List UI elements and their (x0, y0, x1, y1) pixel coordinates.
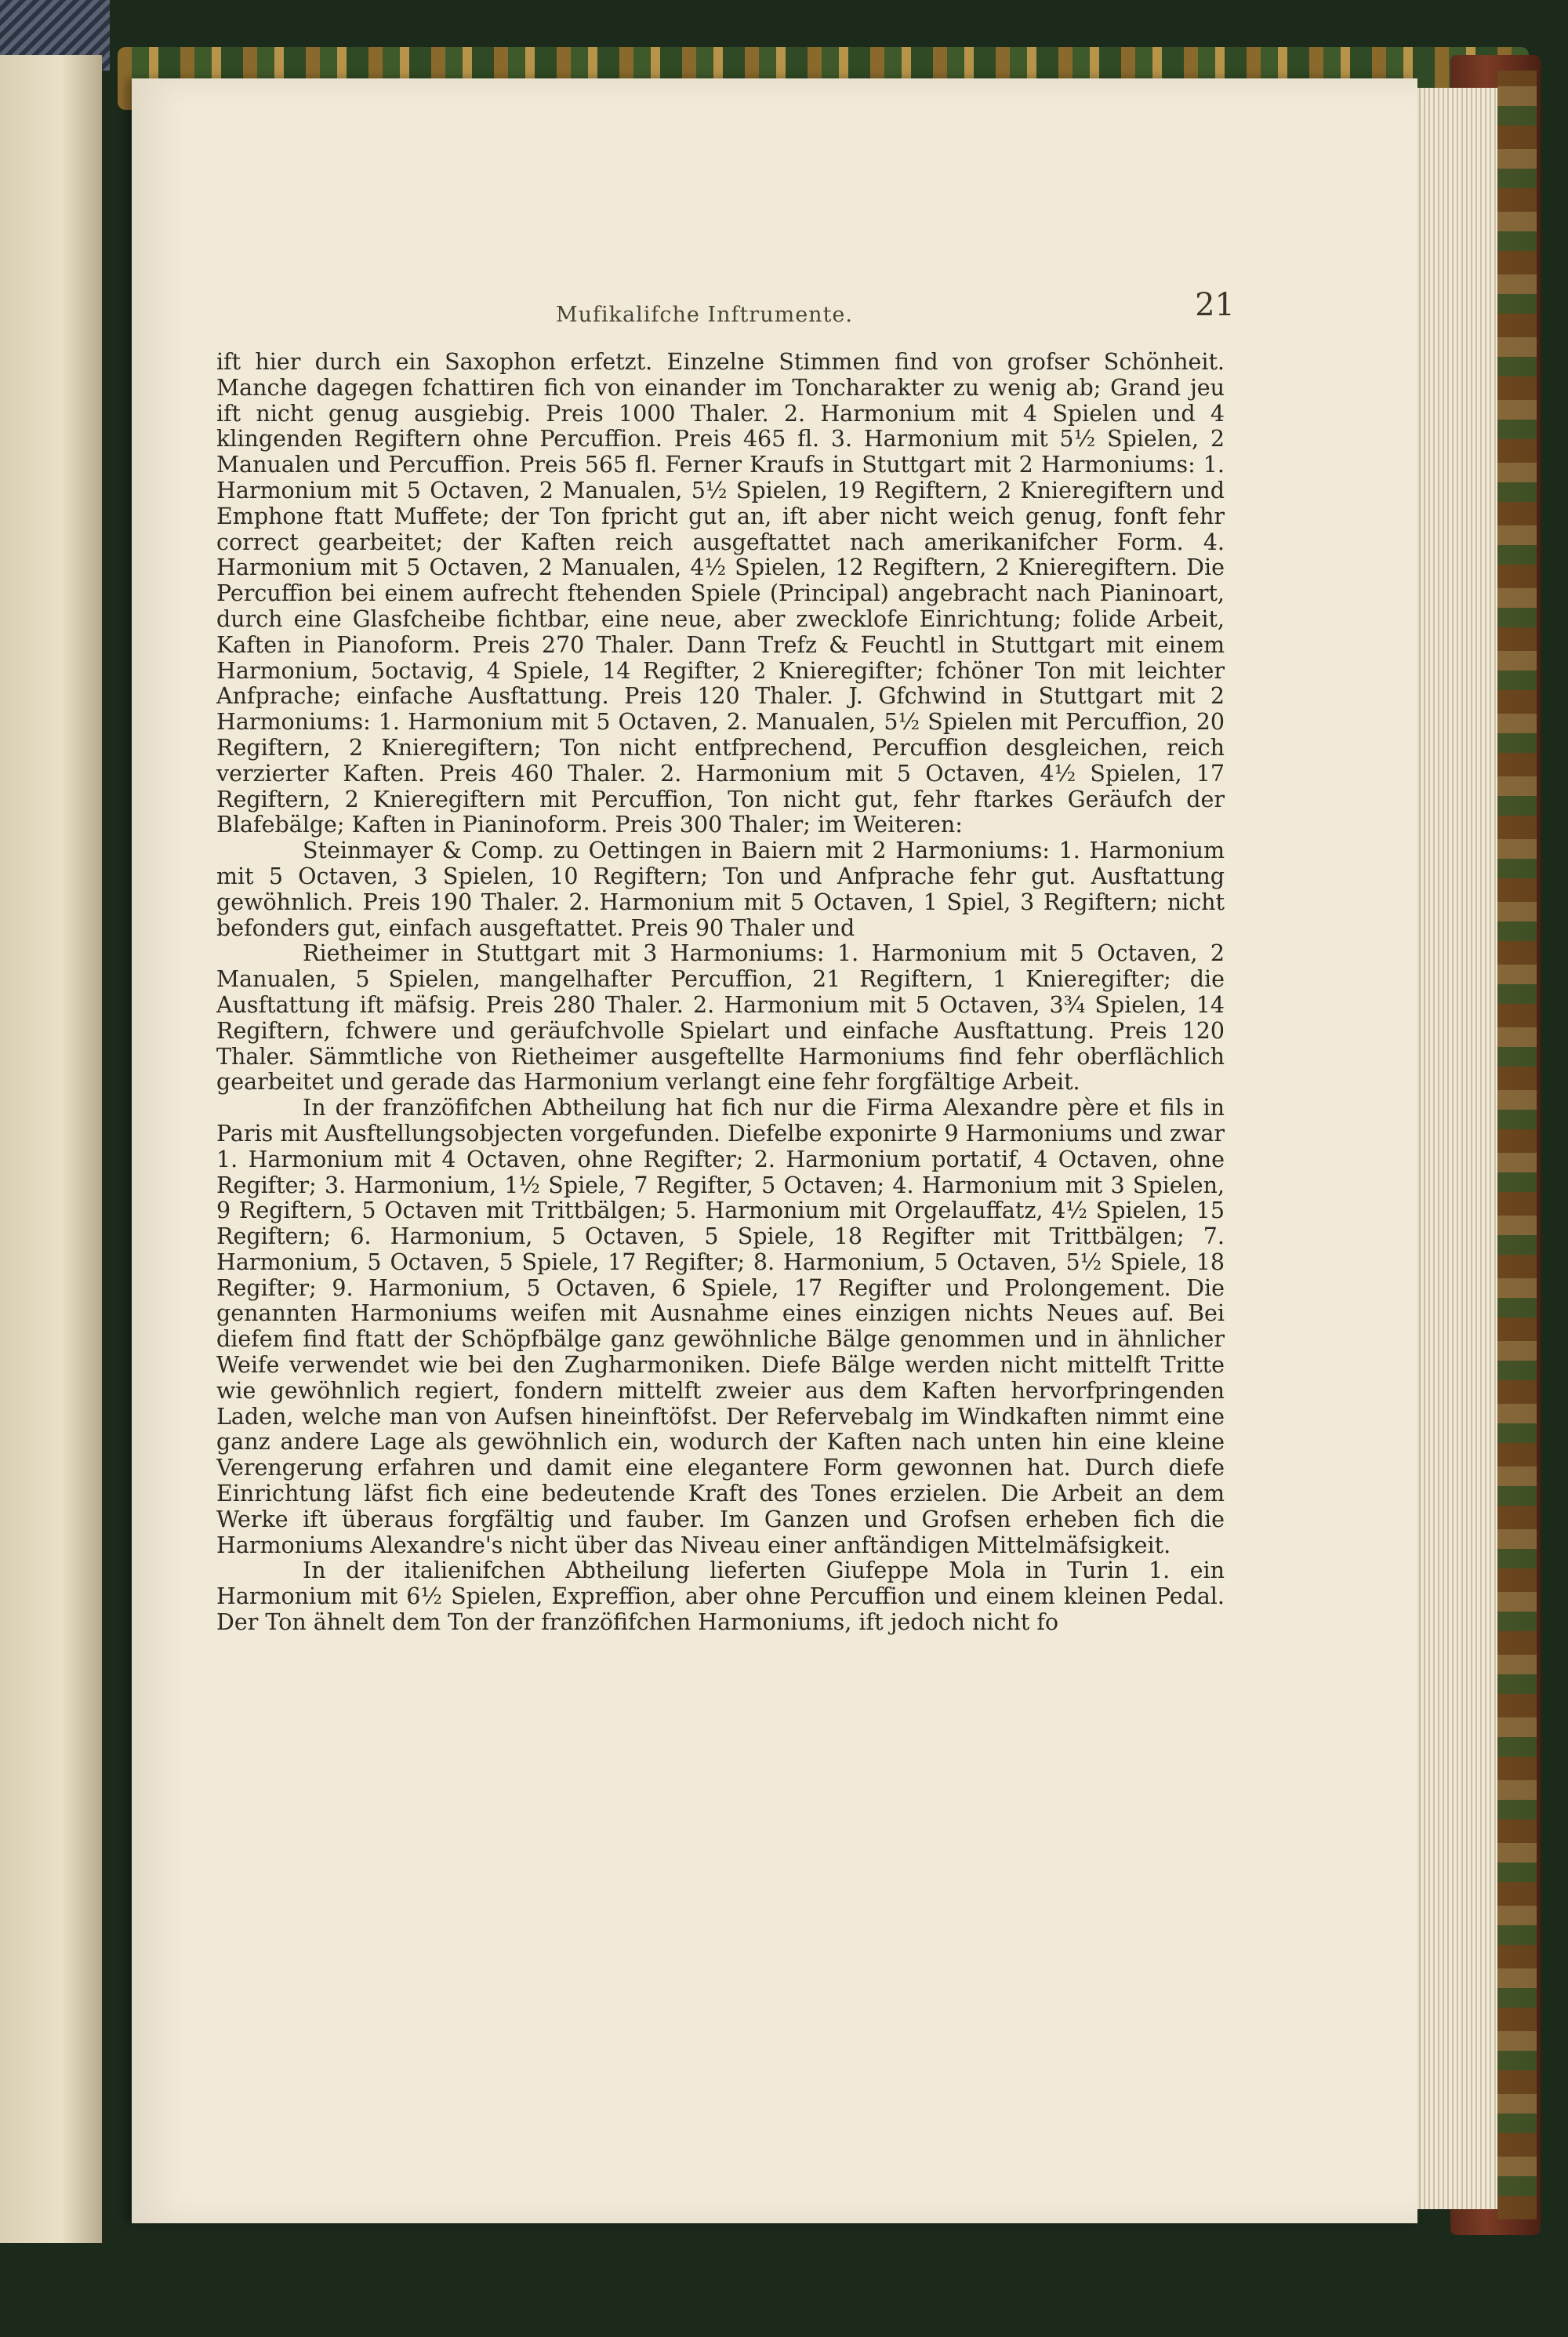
paragraph: Steinmayer & Comp. zu Oettingen in Baiern mit 2 Harmoniums: 1. Harmonium mit 5 Octaven, 3 Spielen, 10 Regiftern; Ton und Anfprache fehr gut. Ausftattung gewöhnlich. Preis 190 Thaler. 2. Harmonium mit 5 Octaven, 1 Spiel, 3 Regiftern; nicht befonders gut, einfach ausgeftattet. Preis 90 Thaler und (216, 838, 1225, 941)
body-text (216, 350, 1225, 1636)
facing-page-edge (0, 55, 102, 2243)
page-number: 21 (1195, 287, 1235, 323)
paragraph: In der franzöfifchen Abtheilung hat fich nur die Firma Alexandre père et fils in Paris mit Ausftellungsobjecten vorgefunden. Diefelbe exponirte 9 Harmoniums und zwar 1. Harmonium mit 4 Octaven, ohne Regifter; 2. Harmonium portatif, 4 Octaven, ohne Regifter; 3. Harmonium, 1½ Spiele, 7 Regifter, 5 Octaven; 4. Harmonium mit 3 Spielen, 9 Regiftern, 5 Octaven mit Trittbälgen; 5. Harmonium mit Orgelauffatz, 4½ Spielen, 15 Regiftern; 6. Harmonium, 5 Octaven, 5 Spiele, 18 Regifter mit Trittbälgen; 7. Harmonium, 5 Octaven, 5 Spiele, 17 Regifter; 8. Harmonium, 5 Octaven, 5½ Spiele, 18 Regifter; 9. Harmonium, 5 Octaven, 6 Spiele, 17 Regifter und Prolongement. Die genannten Harmoniums weifen mit Ausnahme eines einzigen nichts Neues auf. Bei diefem find ftatt der Schöpfbälge ganz gewöhnliche Bälge genommen und in ähnlicher Weife verwendet wie bei den Zugharmoniken. Diefe Bälge werden nicht mittelft Tritte wie gewöhnlich regiert, fondern mittelft zweier aus dem Kaften hervorfpringenden Laden, welche man von Aufsen hineinftöfst. Der Refervebalg im Windkaften nimmt eine ganz andere Lage als gewöhnlich ein, wodurch der Kaften nach unten hin eine kleine Verengerung erfahren und damit eine elegantere Form gewonnen hat. Durch diefe Einrichtung läfst fich eine bedeutende Kraft des Tones erzielen. Die Arbeit an dem Werke ift überaus forgfältig und fauber. Im Ganzen und Grofsen erheben fich die Harmoniums Alexandre's nicht über das Niveau einer anftändigen Mittelmäfsigkeit. (216, 1095, 1225, 1558)
running-head: Mufikalifche Inftrumente. (555, 303, 853, 327)
page-stack-edges (1411, 88, 1497, 2209)
paragraph: In der italienifchen Abtheilung lieferten Giufeppe Mola in Turin 1. ein Harmonium mit 6½ Spielen, Expreffion, aber ohne Percuffion und einem kleinen Pedal. Der Ton ähnelt dem Ton der franzöfifchen Harmoniums, ift jedoch nicht fo (216, 1557, 1225, 1636)
marbled-cover-edge (1497, 71, 1537, 2219)
paragraph: Rietheimer in Stuttgart mit 3 Harmoniums: 1. Harmonium mit 5 Octaven, 2 Manualen, 5 Spielen, mangelhafter Percuffion, 21 Regiftern, 1 Knieregifter; die Ausftattung ift mäfsig. Preis 280 Thaler. 2. Harmonium mit 5 Octaven, 3¾ Spielen, 14 Regiftern, fchwere und geräufchvolle Spielart und einfache Ausftattung. Preis 120 Thaler. Sämmtliche von Rietheimer ausgeftellte Harmoniums find fehr oberflächlich gearbeitet und gerade das Harmonium verlangt eine fehr forgfältige Arbeit. (216, 940, 1225, 1096)
paragraph: ift hier durch ein Saxophon erfetzt. Einzelne Stimmen find von grofser Schönheit. Manche dagegen fchattiren fich von einander im Toncharakter zu wenig ab; Grand jeu ift nicht genug ausgiebig. Preis 1000 Thaler. 2. Harmonium mit 4 Spielen und 4 klingenden Regiftern ohne Percuffion. Preis 465 fl. 3. Harmonium mit 5½ Spielen, 2 Manualen und Percuffion. Preis 565 fl. Ferner Kraufs in Stuttgart mit 2 Harmoniums: 1. Harmonium mit 5 Octaven, 2 Manualen, 5½ Spielen, 19 Regiftern, 2 Knieregiftern und Emphone ftatt Muffete; der Ton fpricht gut an, ift aber nicht weich genug, fonft fehr correct gearbeitet; der Kaften reich ausgeftattet nach amerikanifcher Form. 4. Harmonium mit 5 Octaven, 2 Manualen, 4½ Spielen, 12 Regiftern, 2 Knieregiftern. Die Percuffion bei einem aufrecht ftehenden Spiele (Principal) angebracht nach Pianinoart, durch eine Glasfcheibe fichtbar, eine neue, aber zwecklofe Einrichtung; folide Arbeit, Kaften in Pianoform. Preis 270 Thaler. Dann Trefz & Feuchtl in Stuttgart mit einem Harmonium, 5octavig, 4 Spiele, 14 Regifter, 2 Knieregifter; fchöner Ton mit leichter Anfprache; einfache Ausftattung. Preis 120 Thaler. J. Gfchwind in Stuttgart mit 2 Harmoniums: 1. Harmonium mit 5 Octaven, 2. Manualen, 5½ Spielen mit Percuffion, 20 Regiftern, 2 Knieregiftern; Ton nicht entfprechend, Percuffion desgleichen, reich verzierter Kaften. Preis 460 Thaler. 2. Harmonium mit 5 Octaven, 4½ Spielen, 17 Regiftern, 2 Knieregiftern mit Percuffion, Ton nicht gut, fehr ftarkes Geräufch der Blafebälge; Kaften in Pianinoform. Preis 300 Thaler; im Weiteren: (216, 349, 1225, 838)
